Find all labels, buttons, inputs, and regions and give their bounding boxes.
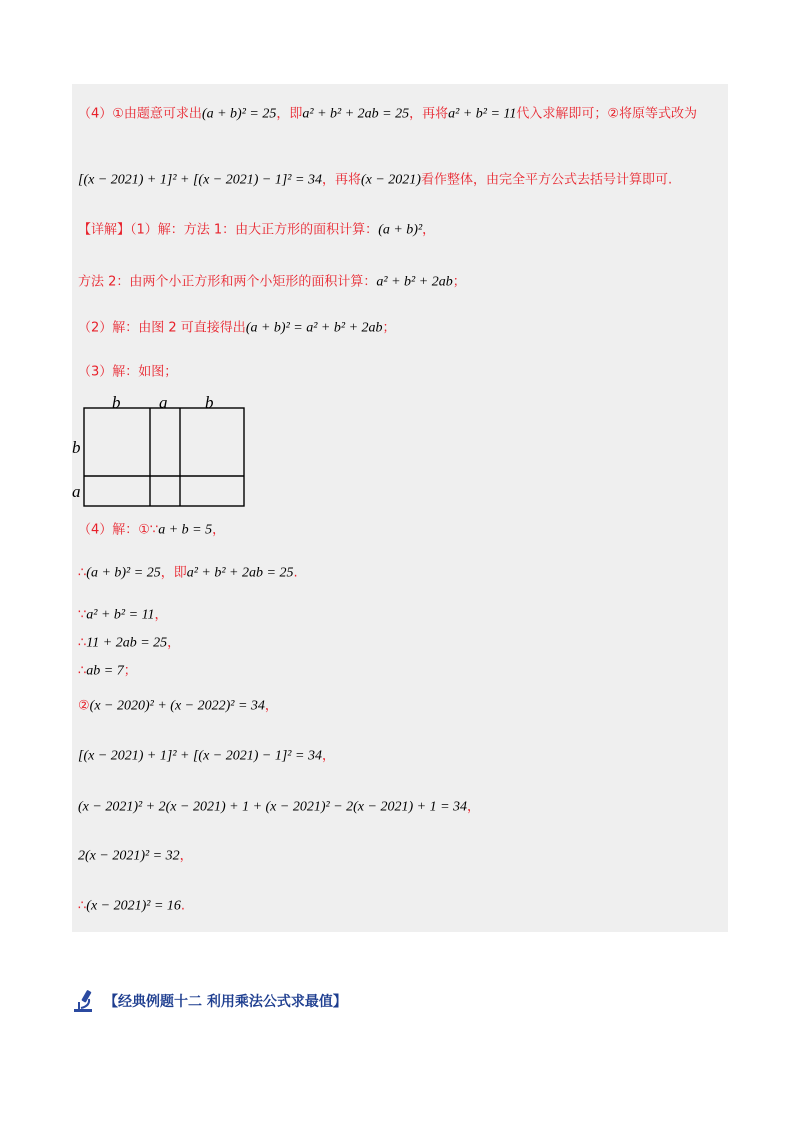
explanation-text: ∴ (78, 898, 87, 914)
solution-line (78, 797, 480, 818)
explanation-text: ，再将 (409, 106, 449, 122)
formula: [(x − 2021) + 1]² + [(x − 2021) − 1]² = 34 (78, 172, 322, 188)
formula: a² + b² = 11 (86, 607, 155, 623)
explanation-text: ， (467, 799, 481, 815)
explanation-text: 代入求解即可；②将原等式改为 (516, 106, 698, 122)
explanation-text: 【详解】（1）解：方法 1：由大正方形的面积计算： (78, 222, 379, 238)
explanation-text: ∴ (78, 663, 87, 679)
explanation-text: ② (78, 698, 90, 714)
solution-line (78, 272, 466, 293)
formula: a² + b² = 11 (448, 106, 517, 122)
diagram-label-top-3: b (205, 393, 214, 412)
formula: (a + b)² = 25 (201, 106, 277, 122)
solution-line (78, 563, 298, 584)
explanation-text: ， (212, 522, 226, 538)
formula: (x − 2021)² = 16 (86, 898, 181, 914)
explanation-text: ∵ (78, 607, 87, 623)
formula: [(x − 2021) + 1]² + [(x − 2021) − 1]² = 34 (78, 748, 322, 764)
formula: a² + b² + 2ab = 25 (186, 565, 294, 581)
solution-line (78, 104, 697, 125)
solution-line (78, 520, 225, 541)
formula: (x − 2021) (360, 172, 421, 188)
diagram-outer-rect (84, 408, 244, 506)
explanation-text: ，即 (276, 106, 303, 122)
formula: (a + b)² (378, 222, 423, 238)
explanation-text: . (180, 898, 186, 914)
explanation-text: ，再将 (321, 172, 361, 188)
explanation-text: （3）解：如图； (78, 364, 178, 380)
diagram-label-side-2: a (72, 482, 81, 501)
solution-line (78, 318, 396, 339)
solution-line (78, 220, 435, 241)
formula: ab = 7 (86, 663, 124, 679)
explanation-text: ； (452, 274, 466, 290)
formula: (a + b)² = a² + b² + 2ab (245, 320, 383, 336)
section-heading-title: 【经典例题十二 利用乘法公式求最值】 (104, 994, 347, 1010)
microscope-icon (72, 988, 98, 1014)
formula: a² + b² + 2ab (376, 274, 453, 290)
solution-line (78, 896, 185, 917)
formula: (x − 2020)² + (x − 2022)² = 34 (89, 698, 265, 714)
solution-line (78, 170, 672, 191)
explanation-text: ∴ (78, 635, 87, 651)
solution-line (78, 846, 193, 867)
diagram-label-top-2: a (159, 393, 168, 412)
solution-line (78, 661, 137, 682)
diagram-label-top-1: b (112, 393, 121, 412)
formula: 11 + 2ab = 25 (86, 635, 168, 651)
explanation-text: ， (321, 748, 335, 764)
formula: a + b = 5 (158, 522, 213, 538)
section-heading (72, 988, 347, 1014)
formula: (a + b)² = 25 (86, 565, 161, 581)
explanation-text: ， (264, 698, 278, 714)
solution-line (78, 605, 168, 626)
explanation-text: ， (154, 607, 168, 623)
solution-line (78, 633, 180, 654)
formula: 2(x − 2021)² = 32 (78, 848, 180, 864)
explanation-text: . (293, 565, 298, 581)
formula: a² + b² + 2ab = 25 (302, 106, 410, 122)
explanation-text: ； (382, 320, 396, 336)
explanation-text: ， (179, 848, 193, 864)
explanation-text: ， (167, 635, 181, 651)
solution-line (78, 746, 335, 767)
diagram-label-side-1: b (72, 438, 81, 457)
explanation-text: ∴ (78, 565, 87, 581)
solution-line (78, 362, 177, 383)
explanation-text: 方法 2：由两个小正方形和两个小矩形的面积计算： (78, 274, 377, 290)
explanation-text: （2）解：由图 2 可直接得出 (78, 320, 246, 336)
formula: (x − 2021)² + 2(x − 2021) + 1 + (x − 2021)² − 2(x − 2021) + 1 = 34 (78, 799, 468, 815)
explanation-text: ； (123, 663, 137, 679)
solution-line (78, 696, 278, 717)
explanation-text: ， (422, 222, 436, 238)
explanation-text: （4）解：①∵ (78, 522, 159, 538)
explanation-text: （4）①由题意可求出 (78, 106, 202, 122)
explanation-text: 看作整体，由完全平方公式去括号计算即可. (420, 172, 673, 188)
explanation-text: ，即 (160, 565, 187, 581)
